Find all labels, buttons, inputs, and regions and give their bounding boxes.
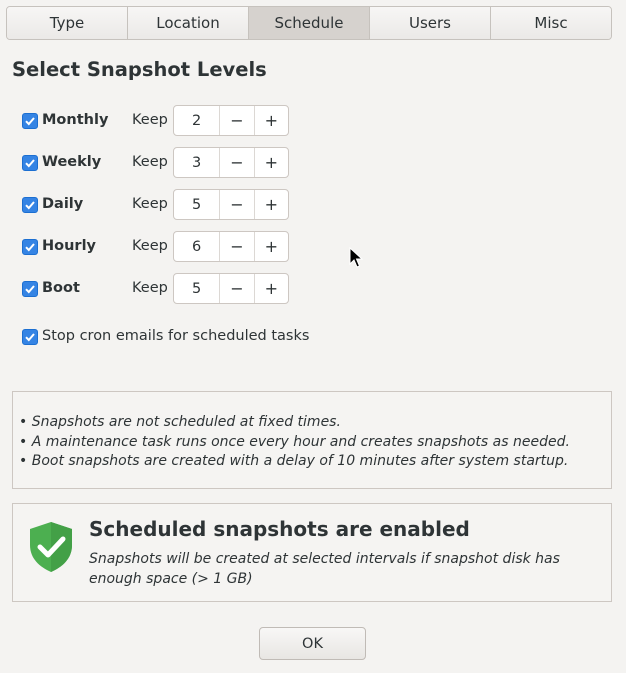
tab-location[interactable]: Location [128, 7, 249, 39]
level-label: Daily [42, 196, 84, 212]
keep-value-input[interactable]: 5 [191, 280, 202, 297]
decrement-button[interactable]: − [219, 232, 253, 261]
keep-label: Keep [132, 112, 168, 128]
tab-users[interactable]: Users [370, 7, 491, 39]
level-row-weekly [22, 147, 312, 179]
boot-checkbox[interactable] [22, 281, 38, 297]
boot-keep-stepper [173, 273, 289, 304]
check-icon [24, 157, 36, 169]
increment-button[interactable]: + [254, 232, 288, 261]
tab-type[interactable]: Type [7, 7, 128, 39]
check-icon [24, 331, 36, 343]
decrement-button[interactable]: − [219, 190, 253, 219]
decrement-button[interactable]: − [219, 148, 253, 177]
check-icon [24, 115, 36, 127]
level-label: Boot [42, 280, 80, 296]
increment-button[interactable]: + [254, 106, 288, 135]
status-description: Snapshots will be created at selected intervals if snapshot disk has enough space (> 1 GB) [89, 551, 560, 587]
increment-button[interactable]: + [254, 148, 288, 177]
daily-checkbox[interactable] [22, 197, 38, 213]
check-icon [24, 199, 36, 211]
hourly-keep-stepper [173, 231, 289, 262]
schedule-notes [12, 391, 612, 489]
tab-misc[interactable]: Misc [491, 7, 611, 39]
level-label: Monthly [42, 112, 109, 128]
tab-bar [6, 6, 612, 40]
keep-label: Keep [132, 154, 168, 170]
level-label: Hourly [42, 238, 96, 254]
keep-label: Keep [132, 280, 168, 296]
tab-schedule[interactable]: Schedule [249, 7, 370, 39]
increment-button[interactable]: + [254, 274, 288, 303]
keep-label: Keep [132, 196, 168, 212]
keep-value-input[interactable]: 5 [191, 196, 202, 213]
check-icon [24, 283, 36, 295]
decrement-button[interactable]: − [219, 106, 253, 135]
status-title: Scheduled snapshots are enabled [89, 517, 470, 541]
keep-value-input[interactable]: 6 [191, 238, 202, 255]
shield-check-icon [28, 521, 74, 573]
page-title: Select Snapshot Levels [12, 58, 267, 81]
weekly-keep-stepper [173, 147, 289, 178]
monthly-keep-stepper [173, 105, 289, 136]
daily-keep-stepper [173, 189, 289, 220]
stop-cron-emails-checkbox[interactable] [22, 329, 38, 345]
check-icon [24, 241, 36, 253]
level-label: Weekly [42, 154, 102, 170]
hourly-checkbox[interactable] [22, 239, 38, 255]
keep-value-input[interactable]: 3 [191, 154, 202, 171]
schedule-status-panel [12, 503, 612, 602]
note-line: • Boot snapshots are created with a delay of 10 minutes after system startup. [19, 453, 569, 469]
level-row-daily [22, 189, 312, 221]
keep-label: Keep [132, 238, 168, 254]
decrement-button[interactable]: − [219, 274, 253, 303]
level-row-boot [22, 273, 312, 305]
monthly-checkbox[interactable] [22, 113, 38, 129]
note-line: • Snapshots are not scheduled at fixed times. [19, 414, 341, 430]
note-line: • A maintenance task runs once every hour and creates snapshots as needed. [19, 433, 570, 450]
stop-cron-emails-label: Stop cron emails for scheduled tasks [42, 328, 310, 344]
keep-value-input[interactable]: 2 [191, 112, 202, 129]
level-row-hourly [22, 231, 312, 263]
mouse-pointer-icon [349, 247, 363, 269]
ok-button[interactable]: OK [259, 627, 366, 660]
level-row-monthly [22, 105, 312, 137]
weekly-checkbox[interactable] [22, 155, 38, 171]
increment-button[interactable]: + [254, 190, 288, 219]
